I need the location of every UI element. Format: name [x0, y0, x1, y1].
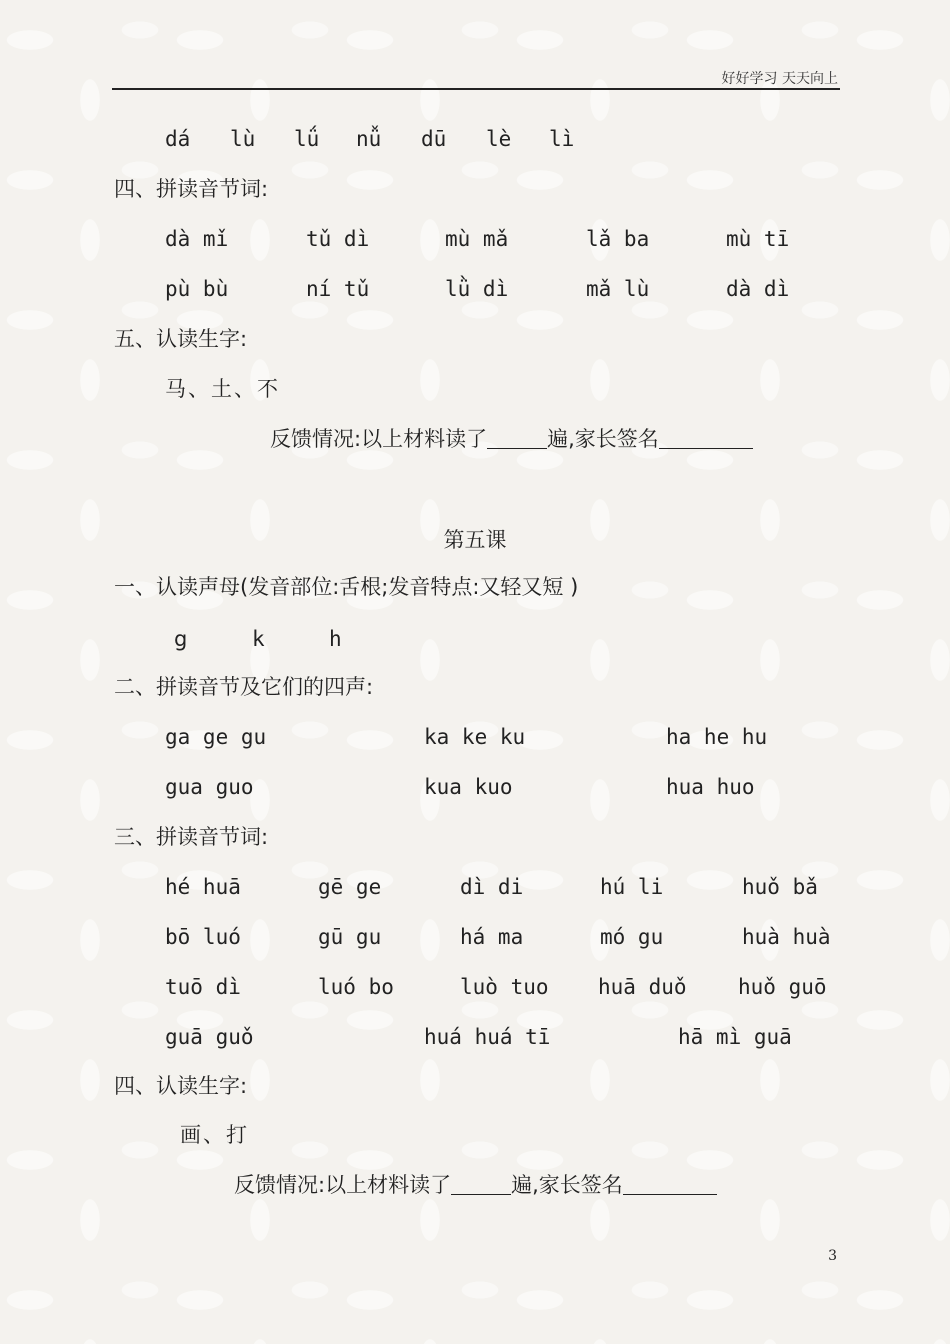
header-rule: [112, 88, 840, 90]
initial: k: [252, 627, 265, 651]
word: mó gu: [600, 925, 664, 949]
section-heading: 二、拼读音节及它们的四声:: [114, 675, 374, 699]
syllable: lì: [549, 127, 575, 151]
word: ní tǔ: [306, 277, 370, 301]
word: tuō dì: [165, 975, 241, 999]
syllable-group: ga ge gu: [165, 725, 267, 749]
characters: 马、土、不: [165, 377, 280, 401]
word: dà dì: [726, 277, 790, 301]
feedback-line: [270, 426, 753, 452]
word: huǒ bǎ: [742, 875, 818, 899]
word: luò tuo: [460, 975, 549, 999]
word: há ma: [460, 925, 524, 949]
word: dà mǐ: [165, 227, 229, 251]
word: hā mì guā: [678, 1025, 792, 1049]
section-heading: 四、认读生字:: [114, 1074, 248, 1098]
word: gē ge: [318, 875, 382, 899]
section-heading: 三、拼读音节词:: [114, 825, 269, 849]
section-heading: 五、认读生字:: [114, 327, 248, 351]
initial: g: [174, 627, 188, 651]
signature-blank[interactable]: [659, 426, 753, 449]
word: huā duǒ: [598, 975, 687, 999]
word: mù tī: [726, 227, 790, 251]
lesson-title: 第五课: [443, 528, 507, 552]
syllable-group: gua guo: [165, 775, 254, 799]
word: tǔ dì: [306, 227, 370, 251]
syllable-group: ha he hu: [666, 725, 768, 749]
feedback-text: 遍,家长签名: [547, 427, 659, 451]
word: hé huā: [165, 875, 241, 899]
section-heading: 四、拼读音节词:: [114, 177, 269, 201]
initial: h: [329, 627, 342, 651]
syllable: dū: [421, 127, 447, 151]
word: luó bo: [318, 975, 394, 999]
characters: 画、打: [180, 1123, 249, 1147]
page-header: 好好学习 天天向上: [721, 71, 838, 87]
word: bō luó: [165, 925, 241, 949]
reading-count-blank[interactable]: [451, 1172, 511, 1195]
word: lǜ dì: [445, 277, 509, 301]
syllable: lè: [486, 127, 512, 151]
syllable: nǚ: [356, 127, 382, 151]
feedback-text: 遍,家长签名: [511, 1173, 623, 1197]
word: huǒ guō: [738, 975, 827, 999]
signature-blank[interactable]: [623, 1172, 717, 1195]
word: huá huá tī: [424, 1025, 551, 1049]
feedback-text: 反馈情况:以上材料读了: [234, 1173, 452, 1197]
syllable: lǘ: [294, 127, 320, 151]
word: huà huà: [742, 925, 831, 949]
word: mǎ lù: [586, 277, 650, 301]
feedback-line: [234, 1172, 717, 1198]
syllable: lù: [230, 127, 256, 151]
syllable-group: ka ke ku: [424, 725, 526, 749]
word: guā guǒ: [165, 1025, 254, 1049]
reading-count-blank[interactable]: [487, 426, 547, 449]
word: gū gu: [318, 925, 382, 949]
word: hú li: [600, 875, 664, 899]
word: mù mǎ: [445, 227, 509, 251]
word: lǎ ba: [586, 227, 650, 251]
syllable-group: kua kuo: [424, 775, 513, 799]
page-number: 3: [828, 1248, 837, 1264]
syllable: dá: [165, 127, 191, 151]
word: pù bù: [165, 277, 229, 301]
syllable-group: hua huo: [666, 775, 755, 799]
section-heading: 一、认读声母(发音部位:舌根;发音特点:又轻又短 ): [114, 575, 579, 599]
word: dì di: [460, 875, 524, 899]
feedback-text: 反馈情况:以上材料读了: [270, 427, 488, 451]
